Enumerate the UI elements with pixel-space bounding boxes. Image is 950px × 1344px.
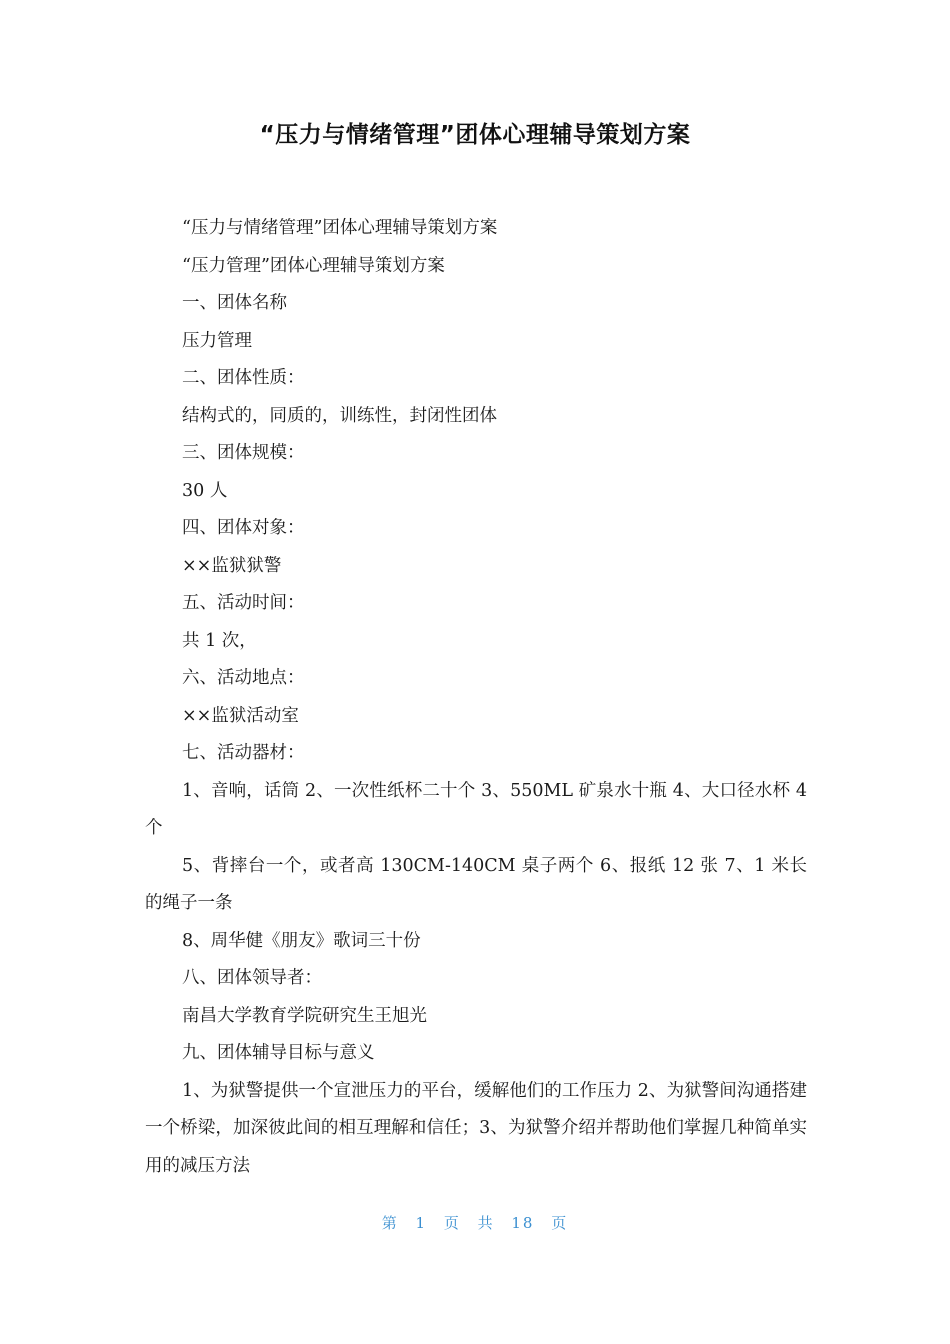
paragraph: 8、周华健《朋友》歌词三十份 [182, 930, 421, 951]
section-heading: 五、活动时间： [182, 593, 305, 613]
page-footer: 第 1 页 共 18 页 [381, 1214, 569, 1232]
section-heading: 七、活动器材： [182, 743, 305, 763]
paragraph: “压力管理”团体心理辅导策划方案 [182, 255, 445, 276]
paragraph: ××监狱狱警 [182, 555, 282, 576]
section-heading: 六、活动地点： [182, 668, 305, 688]
section-heading: 八、团体领导者： [182, 968, 322, 988]
paragraph: 南昌大学教育学院研究生王旭光 [182, 1005, 427, 1026]
paragraph: 1、音响，话筒 2、一次性纸杯二十个 3、550ML 矿泉水十瓶 4、大口径水杯 4 个 [145, 780, 807, 838]
paragraph: 5、背摔台一个，或者高 130CM-140CM 桌子两个 6、报纸 12 张 7、1 米长的绳子一条 [145, 855, 807, 913]
section-heading: 九、团体辅导目标与意义 [182, 1043, 375, 1063]
paragraph: 1、为狱警提供一个宣泄压力的平台，缓解他们的工作压力 2、为狱警间沟通搭建一个桥梁，加深彼此间的相互理解和信任；3、为狱警介绍并帮助他们掌握几种简单实用的减压方法 [145, 1080, 807, 1176]
paragraph: “压力与情绪管理”团体心理辅导策划方案 [182, 218, 498, 238]
document-body [145, 210, 807, 1185]
paragraph: ××监狱活动室 [182, 705, 299, 726]
section-heading: 二、团体性质： [182, 368, 305, 388]
section-heading: 一、团体名称 [182, 293, 287, 313]
document-title: “压力与情绪管理”团体心理辅导策划方案 [259, 122, 691, 148]
paragraph: 结构式的，同质的，训练性，封闭性团体 [182, 405, 497, 426]
paragraph: 共 1 次， [182, 630, 257, 651]
paragraph: 压力管理 [182, 330, 252, 351]
section-heading: 三、团体规模： [182, 443, 305, 463]
paragraph: 30 人 [182, 480, 228, 501]
section-heading: 四、团体对象： [182, 518, 305, 538]
